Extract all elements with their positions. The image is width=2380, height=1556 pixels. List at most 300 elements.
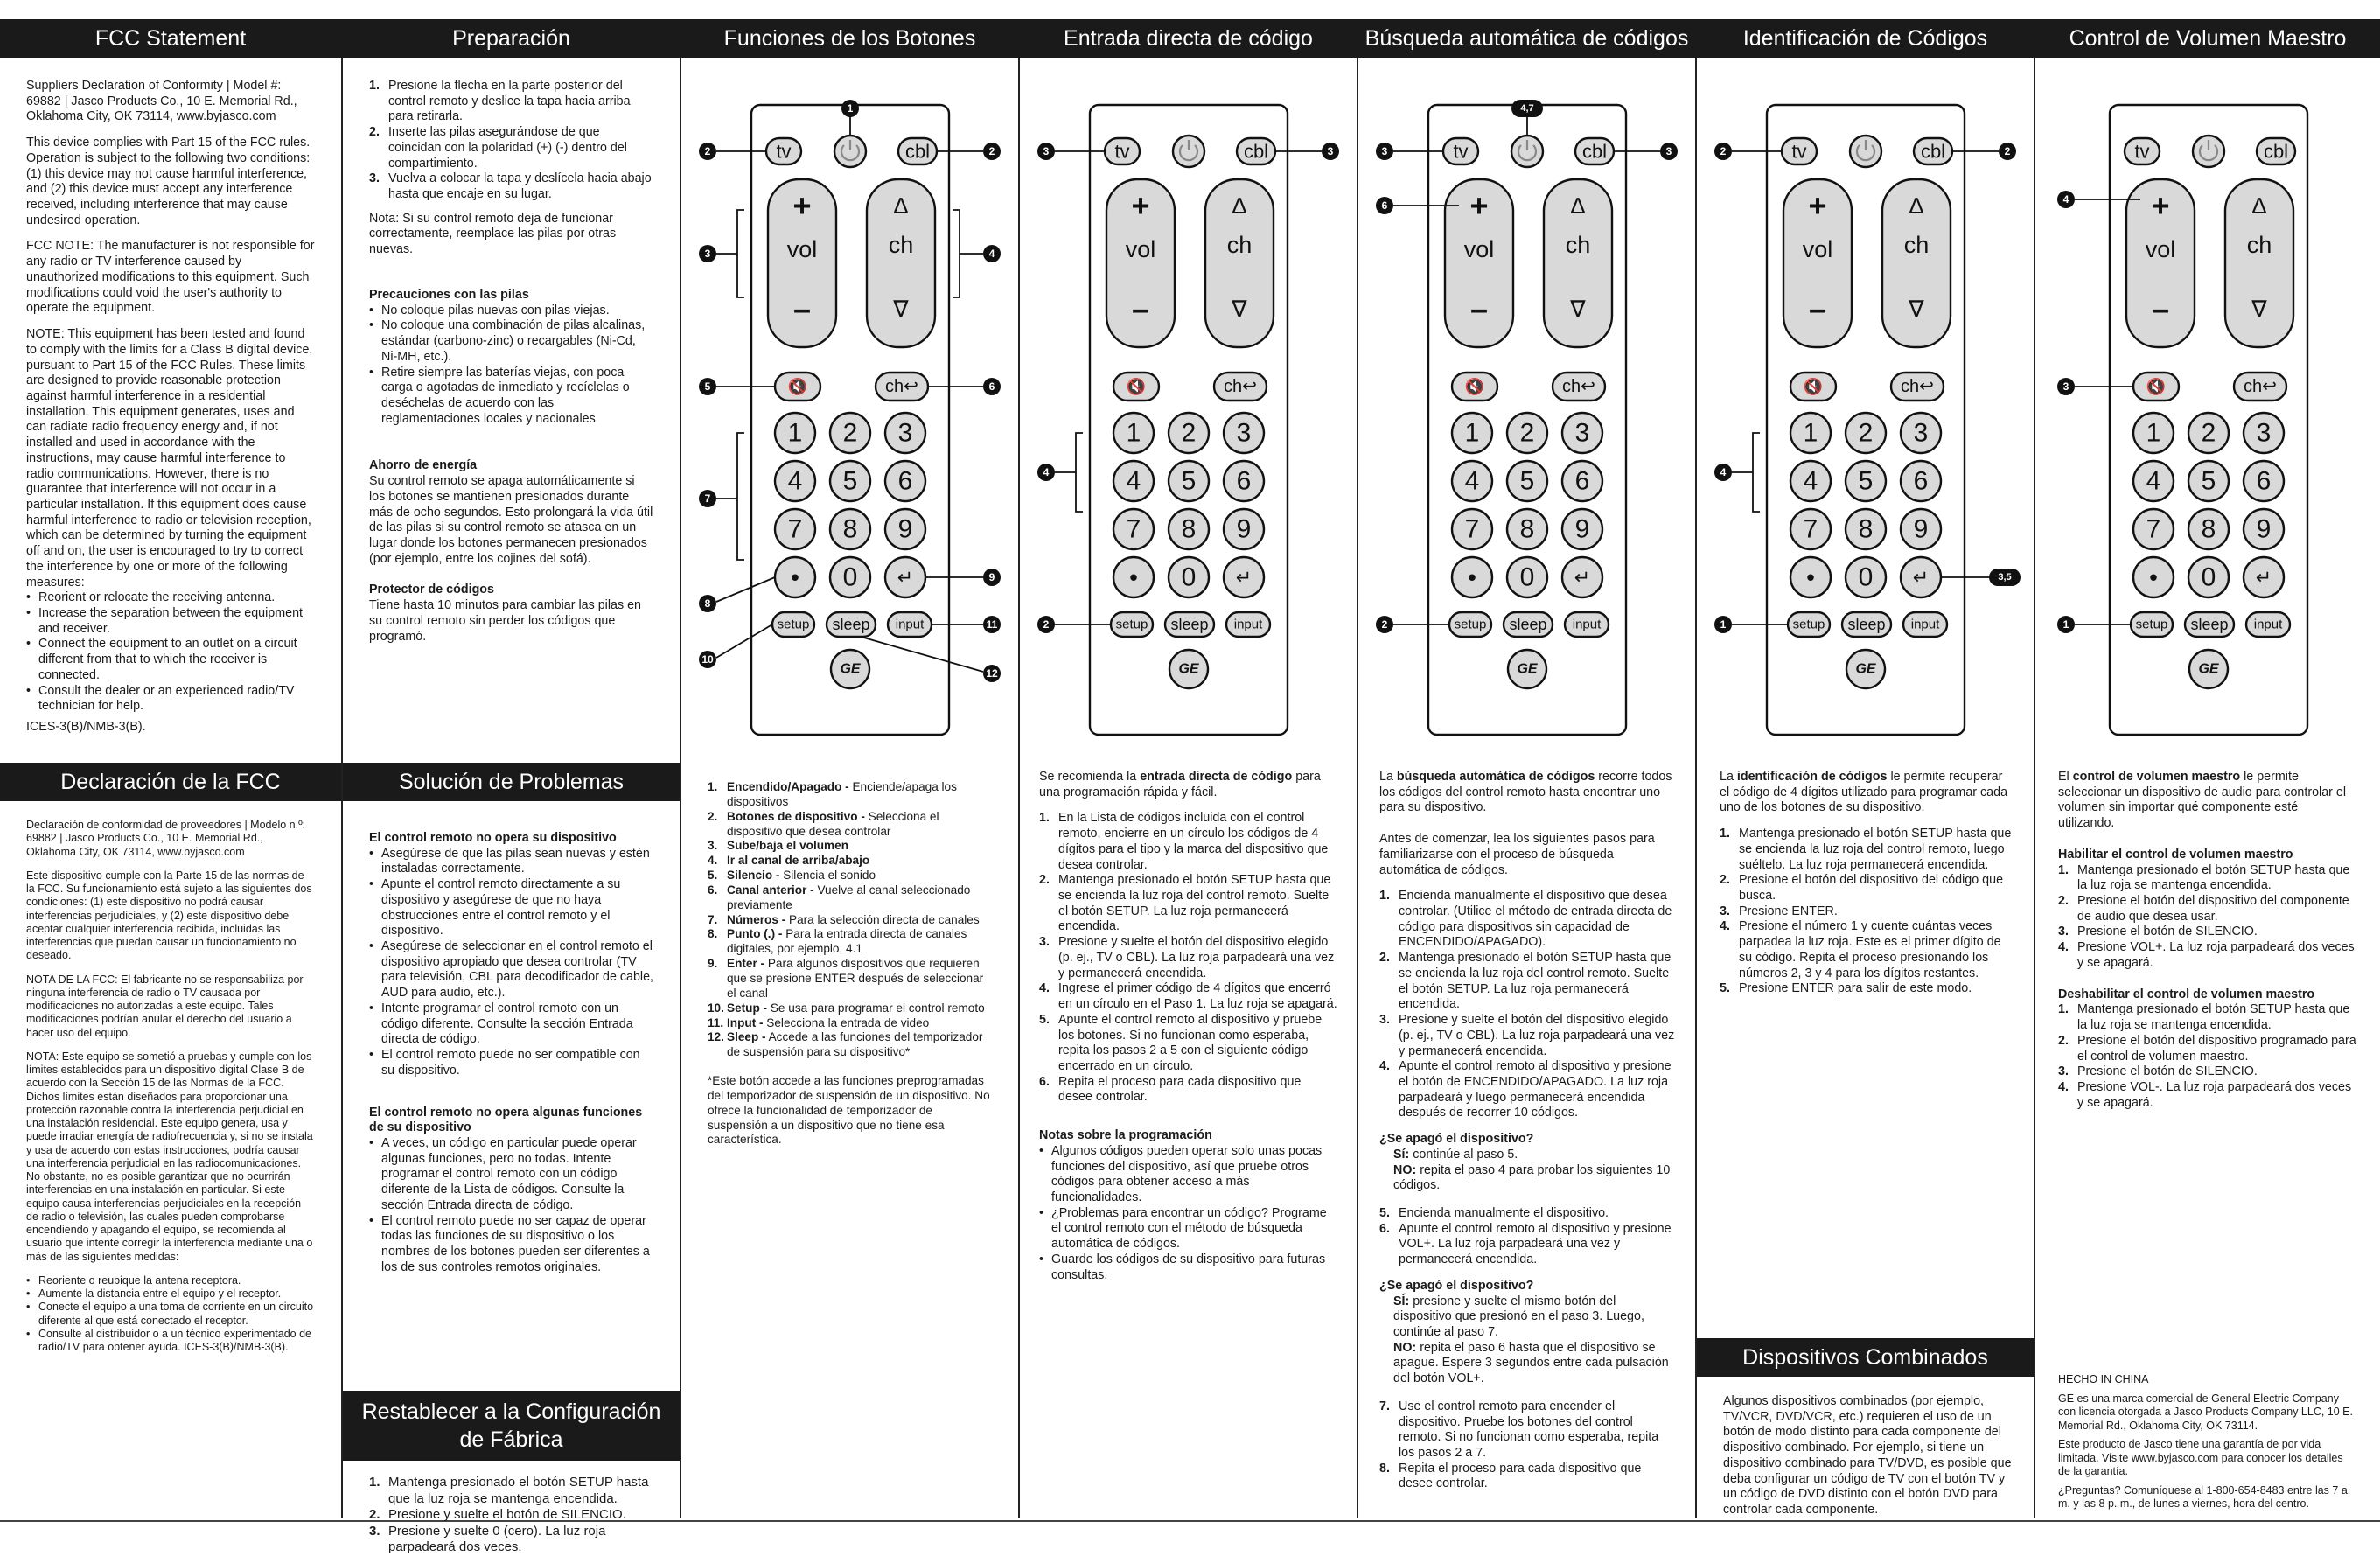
auto-answer-label: NO: [1393, 1162, 1417, 1177]
digit-label: 6 [2256, 466, 2271, 496]
callout-3-5 [1989, 569, 2021, 586]
master-remote-diagram [2035, 58, 2380, 770]
digit-label: 2 [2201, 418, 2216, 448]
input-label: input [2253, 617, 2282, 632]
direct-remote-diagram [1020, 58, 1357, 770]
enter-label: ↵ [897, 566, 914, 589]
digit-label: 5 [2201, 466, 2216, 496]
auto-answer: presione y suelte el mismo botón del dispositivo que presionó en el paso 3. Luego, continúe al paso 7. [1393, 1294, 1644, 1339]
callout-1 [841, 100, 859, 117]
auto-answer: continúe al paso 5. [1409, 1147, 1518, 1162]
digit-label: 3 [1913, 418, 1929, 448]
remote-svg [2040, 70, 2377, 761]
prep-battery-list [369, 304, 653, 428]
func-term: Sube/baja el volumen [727, 839, 848, 853]
remote-svg [1020, 70, 1357, 761]
decl-measure: • Aumente la distancia entre el equipo y el receptor. [26, 1287, 315, 1301]
zero-label: 0 [1858, 562, 1874, 592]
callout-6-text: 6 [1381, 199, 1388, 212]
digit-label: 3 [897, 418, 913, 448]
func-term: Punto (.) - [727, 927, 783, 941]
digit-label: 7 [1803, 514, 1818, 544]
master-intro: le permite seleccionar un dispositivo de audio para controlar el volumen sin importar qué componente esté utilizando. [2058, 770, 2347, 831]
fcc-measure: • Increase the separation between the equipment and receiver. [26, 606, 315, 637]
mute-icon: 🔇 [1464, 378, 1485, 395]
digit-label: 9 [1913, 514, 1929, 544]
callout-6 [983, 378, 1001, 395]
remote-svg [681, 70, 1018, 761]
callout-4 [1037, 464, 1055, 481]
func-term: Encendido/Apagado - [727, 780, 849, 793]
ch-label: ch [2246, 232, 2272, 258]
callout-leader [953, 210, 960, 297]
callout-leader [1076, 433, 1083, 512]
trouble-item: • Asegúrese de seleccionar en el control remoto el dispositivo apropiado que desea controlar (TV para televisión, CBL para decodificador de cable, AUD para audio, etc.). [369, 939, 653, 1001]
func-desc: Se usa para programar el control remoto [767, 1001, 985, 1015]
callout-2 [1037, 616, 1055, 633]
callout-12 [983, 665, 1001, 682]
decl-header: Declaración de la FCC [0, 763, 341, 801]
fcc-p1: Suppliers Declaration of Conformity | Model #: 69882 | Jasco Products Co., 10 E. Memorial Rd., Oklahoma City, OK 73114, www.byjasco.com [26, 79, 297, 124]
prep-code-heading: Protector de códigos [369, 583, 494, 597]
callout-2-text: 2 [1381, 618, 1388, 631]
decl-measure: • Consulte al distribuidor o a un técnico experimentado de radio/TV para obtener ayuda. ICES-3(B)/NMB-3(B). [26, 1328, 315, 1355]
trouble-item: • Intente programar el control remoto con un código diferente. Consulte la sección Entrada directa de código. [369, 1001, 653, 1048]
decl-measures [26, 1274, 315, 1355]
direct-text: Se recomienda la entrada directa de código para una programación rápida y fácil. 1. En la Lista de códigos incluida con el control remoto, encierre en un círculo los códigos de 4 dígitos para el tipo y la marca del dispositivo que desea controlar. 2. Mantenga presionado el botón SETUP hasta que se encienda la luz roja del control remoto. Suelte el botón SETUP. La luz roja permanecerá encendida. 3. Presione y suelte el botón del dispositivo elegido (p. ej., TV o CBL). La luz roja parpadeará una vez y permanecerá encendida. 4. Ingrese el primer código de 4 dígitos que encerró en un círculo en el Paso 1. La luz roja se apagará. 5. Apunte el control remoto al dispositivo y pruebe los botones. Si no funcionan como esperaba, repita los pasos 2 a 5 con el siguiente código encerrado en un círculo. 6. Repita el proceso para cada dispositivo que desee controlar. Notas sobre la programación • Algunos códigos pueden operar solo unas pocas funciones del dispositivo, así que pruebe otros códigos para obtener acceso a más funcionalidades. • ¿Problemas para encontrar un código? Programe el control remoto con el método de búsqueda automática de códigos. • Guarde los códigos de su dispositivo para futuras consultas. [1020, 770, 1357, 1283]
callout-2 [1714, 143, 1732, 160]
remote-body-group [1090, 105, 1288, 735]
digit-label: 6 [1913, 466, 1929, 496]
func-term: Ir al canal de arriba/abajo [727, 854, 870, 868]
callout-2-text: 2 [1720, 145, 1727, 157]
input-label: input [1233, 617, 1263, 632]
master-header: Control de Volumen Maestro [2069, 25, 2347, 51]
tv-label: tv [2133, 140, 2150, 163]
mute-icon: 🔇 [1803, 378, 1824, 395]
direct-note: • Guarde los códigos de su dispositivo para futuras consultas. [1039, 1252, 1337, 1283]
digit-label: 8 [1181, 514, 1197, 544]
vol-up-label: + [1808, 187, 1827, 224]
dot-label: • [1129, 563, 1138, 591]
fcc-measure: • Connect the equipment to an outlet on a circuit different from that to which the receiver is connected. [26, 637, 315, 683]
callout-3-text: 3 [704, 248, 711, 260]
callout-3 [1322, 143, 1339, 160]
callout-5 [699, 378, 716, 395]
trouble-item: • El control remoto puede no ser compatible con su dispositivo. [369, 1048, 653, 1078]
callout-8 [699, 595, 716, 612]
auto-answer: repita el paso 4 para probar los siguientes 10 códigos. [1393, 1162, 1671, 1193]
prev-ch-label: ch↩ [2243, 377, 2277, 396]
trouble-item: • Asegúrese de que las pilas sean nuevas y estén instaladas correctamente. [369, 847, 653, 877]
func-term: Botones de dispositivo - [727, 809, 865, 823]
remote-body-group [1428, 105, 1626, 735]
func-header: Funciones de los Botones [723, 25, 976, 51]
fcc-p4: NOTE: This equipment has been tested and found to comply with the limits for a Class B digital device, pursuant to Part 15 of the FCC Rules. These limits are designed to provide reasonable protection against harmful interference in a residential installation. This equipment generates, uses and can radiate radio frequency energy and, if not installed and used in accordance with the instructions, may cause harmful interference to radio communications. However, there is no guarantee that interference will not occur in a particular installation. If this equipment does cause harmful interference to radio or television reception, which can be determined by turning the equipment off and on, the user is encouraged to try to correct the interference by one or more of the following measures: [26, 327, 313, 590]
callout-1-text: 1 [2062, 618, 2069, 631]
callout-5-text: 5 [704, 380, 711, 393]
func-desc: Vuelve al canal seleccionado previamente [727, 883, 971, 911]
dot-label: • [791, 563, 799, 591]
decl-p4: NOTA: Este equipo se sometió a pruebas y cumple con los límites establecidos para un dispositivo digital Clase B de acuerdo con la Sección 15 de las Normas de la FCC. Dichos límites están diseñados para proporcionar una protección razonable contra la interferencia perjudicial en una instalación residencial. Este equipo genera, usa y puede irradiar energía de radiofrecuencia y, si no se instala y usa de acuerdo con estas instrucciones, podría causar una interferencia perjudicial en las radiocomunicaciones. No obstante, no es posible garantizar que no ocurrirán interferencias en una instalación en particular. Si este equipo causa interferencias perjudiciales en la recepción de radio o televisión, las cuales pueden comprobarse encendiendo y apagando el equipo, se recomienda al usuario que intente corregir la interferencia mediante una o más de las siguientes medidas: [26, 1050, 313, 1263]
ch-label: ch [1565, 232, 1591, 258]
direct-step: Mantenga presionado el botón SETUP hasta que se encienda la luz roja del control remoto. Suelte el botón SETUP. La luz roja permanecerá encendida. [1058, 873, 1331, 934]
reset-step: Presione y suelte 0 (cero). La luz roja parpadeará dos veces. [388, 1523, 606, 1555]
tv-label: tv [1453, 140, 1469, 163]
digit-label: 6 [1574, 466, 1590, 496]
digit-label: 2 [842, 418, 858, 448]
column-master [2035, 19, 2380, 1520]
prep-step: Presione la flecha en la parte posterior del control remoto y deslice la tapa hacia arriba para retirarla. [388, 79, 631, 124]
digit-label: 1 [2146, 418, 2160, 448]
column-prep [343, 19, 680, 1555]
callout-1 [2057, 616, 2075, 633]
dot-label: • [1468, 563, 1476, 591]
made-in: HECHO IN CHINA [2058, 1373, 2149, 1385]
input-label: input [1910, 617, 1940, 632]
vol-label: vol [1463, 236, 1495, 262]
column-direct [1020, 19, 1357, 1520]
ch-down-label: ∇ [1570, 296, 1586, 322]
callout-2 [699, 143, 716, 160]
direct-step: Presione y suelte el botón del dispositivo elegido (p. ej., TV o CBL). La luz roja parpadeará una vez y permanecerá encendida. [1058, 935, 1335, 980]
direct-notes-heading: Notas sobre la programación [1039, 1128, 1212, 1143]
prep-steps: 1. Presione la flecha en la parte posterior del control remoto y deslice la tapa hacia arriba para retirarla. 2. Inserte las pilas asegurándose de que coincidan con la polaridad (+) (-) dentro del compartimiento. 3. Vuelva a colocar la tapa y deslícela hacia abajo hasta que encaje en su lugar. [369, 79, 652, 202]
callout-2 [1376, 616, 1393, 633]
func-term: Números - [727, 912, 786, 926]
func-term: Canal anterior - [727, 883, 814, 897]
auto-answer-label: NO: [1393, 1340, 1417, 1355]
auto-question: ¿Se apagó el dispositivo? [1379, 1132, 1534, 1147]
callout-2 [1999, 143, 2016, 160]
callout-11-text: 11 [986, 618, 998, 631]
ident-step: Presione el botón del dispositivo del código que busca. [1739, 873, 2004, 904]
enter-label: ↵ [1574, 566, 1591, 589]
vol-label: vol [1802, 236, 1833, 262]
callout-leader [737, 433, 744, 560]
digit-label: 1 [1126, 418, 1141, 448]
direct-intro: Se recomienda la [1039, 770, 1141, 784]
digit-label: 9 [897, 514, 913, 544]
column-fcc [0, 19, 341, 1520]
callout-12-text: 12 [986, 667, 998, 680]
zero-label: 0 [842, 562, 858, 592]
callout-3 [2057, 378, 2075, 395]
ch-down-label: ∇ [1232, 296, 1247, 322]
ch-label: ch [1226, 232, 1253, 258]
func-desc: Silencia el sonido [779, 869, 876, 883]
digit-label: 3 [2256, 418, 2271, 448]
callout-6-text: 6 [988, 380, 995, 393]
digit-label: 8 [842, 514, 858, 544]
direct-note: • ¿Problemas para encontrar un código? Programe el control remoto con el método de búsqueda automática de códigos. [1039, 1206, 1337, 1252]
fcc-measure: • Reorient or relocate the receiving antenna. [26, 590, 315, 606]
trouble-item: • A veces, un código en particular puede operar algunas funciones, pero no todas. Intente programar el control remoto con un código diferente de la Lista de códigos. Consulte la sección Entrada directa de código. [369, 1136, 653, 1214]
callout-10-text: 10 [701, 653, 714, 666]
direct-intro: para una programación rápida y fácil. [1039, 770, 1321, 799]
vol-label: vol [1125, 236, 1156, 262]
prep-text [343, 58, 680, 763]
ge-logo-text: GE [1178, 661, 1199, 677]
prep-code-text: Tiene hasta 10 minutos para cambiar las pilas en su control remoto sin perder los códigos que programó. [369, 598, 641, 644]
callout-1-text: 1 [1720, 618, 1727, 631]
callout-3-5-text: 3,5 [1998, 572, 2012, 583]
prep-caution: • Retire siempre las baterías viejas, con poca carga o agotadas de inmediato y recíclelas o deséchelas de acuerdo con las reglamentaciones locales y nacionales [369, 366, 653, 428]
trouble-list-2 [369, 1136, 653, 1275]
digit-label: 6 [1236, 466, 1252, 496]
ch-label: ch [1903, 232, 1930, 258]
master-text: El control de volumen maestro le permite seleccionar un dispositivo de audio para controlar el volumen sin importar qué componente esté utilizando. Habilitar el control de volumen maestro 1. Mantenga presionado el botón SETUP hasta que la luz roja se mantenga encendida. 2. Presione el botón del dispositivo del componente de audio que desea usar. 3. Presione el botón de SILENCIO. 4. Presione VOL+. La luz roja parpadeará dos veces y se apagará. Deshabilitar el control de volumen maestro 1. Mantenga presionado el botón SETUP hasta que la luz roja se mantenga encendida. 2. Presione el botón del dispositivo programado para el control de volumen maestro. 3. Presione el botón de SILENCIO. 4. Presione VOL-. La luz roja parpadeará dos veces y se apagará. [2058, 770, 2356, 1110]
vol-down-label: – [1469, 290, 1489, 327]
callout-2-text: 2 [988, 145, 995, 157]
enter-label: ↵ [2255, 566, 2272, 589]
digit-label: 3 [1574, 418, 1590, 448]
ident-step: Presione el número 1 y cuente cuántas veces parpadea la luz roja. Este es el primer dígito de su código. Repita el proceso presionando los números 2, 3 y 4 para los dígitos restantes. [1739, 919, 2001, 980]
prep-energy-text: Su control remoto se apaga automáticamente si los botones se mantienen presionados durante más de ocho segundos. Esto prolongará la vida útil de las pilas si su control remoto se atasca en un lugar donde los botones permanecen presionados (por ejemplo, entre los cojines del sofá). [369, 474, 653, 566]
auto-step: Repita el proceso para cada dispositivo que desee controlar. [1399, 1461, 1642, 1491]
master-step: Presione el botón del dispositivo del componente de audio que desea usar. [2077, 894, 2349, 924]
master-disable-heading: Deshabilitar el control de volumen maestro [2058, 987, 2315, 1001]
func-footnote: *Este botón accede a las funciones preprogramadas del temporizador de suspensión de un dispositivo. No ofrece la funcionalidad de temporizador de suspensión a un dispositivo que no tiene esa característica. [708, 1074, 990, 1147]
combo-paragraph: Algunos dispositivos combinados (por ejemplo, TV/VCR, DVD/VCR, etc.) requieren el uso de un botón de modo distinto para cada componente del dispositivo combinado. Por ejemplo, si tiene un dispositivo combinado para TV/DVD, es posible que deba configurar un código de TV con el botón TV y un código de DVD distinto con el botón DVD para controlar cada componente. [1723, 1394, 2012, 1518]
fcc-ices: ICES-3(B)/NMB-3(B). [26, 720, 146, 735]
auto-p2: Antes de comenzar, lea los siguientes pasos para familiarizarse con el proceso de búsqueda automática de códigos. [1379, 832, 1655, 877]
remote-svg [1697, 70, 2034, 761]
callout-3 [1037, 143, 1055, 160]
decl-measure: • Reoriente o reubique la antena receptora. [26, 1274, 315, 1287]
func-list: 1. Encendido/Apagado - Enciende/apaga los dispositivos 2. Botones de dispositivo - Selecciona el dispositivo que desea controlar 3. Sube/baja el volumen 4. Ir al canal de arriba/abajo 5. Silencio - Silencia el sonido 6. Canal anterior - Vuelve al canal seleccionado previamente 7. Números - Para la selección directa de canales 8. Punto (.) - Para la entrada directa de canales digitales, por ejemplo, 4.1 9. Enter - Para algunos dispositivos que requieren que se presione ENTER después de seleccionar el canal 10. Setup - Se usa para programar el control remoto 11. Input - Selecciona la entrada de video 12. Sleep - Accede a las funciones del temporizador de suspensión para su dispositivo* *Este botón accede a las funciones preprogramadas del temporizador de suspensión de un dispositivo. No ofrece la funcionalidad de temporizador de suspensión a un dispositivo que no tiene esa característica. [681, 780, 1018, 1148]
direct-note: • Algunos códigos pueden operar solo unas pocas funciones del dispositivo, así que pruebe otros códigos para obtener acceso a más funcionalidades. [1039, 1144, 1337, 1206]
digit-label: 9 [1236, 514, 1252, 544]
ident-step: Presione ENTER para salir de este modo. [1739, 981, 1972, 996]
trouble-heading-2: El control remoto no opera algunas funciones de su dispositivo [369, 1105, 643, 1135]
callout-4-text: 4 [1720, 466, 1727, 478]
prep-battery-heading: Precauciones con las pilas [369, 287, 529, 302]
enter-label: ↵ [1235, 566, 1253, 589]
digit-label: 7 [787, 514, 803, 544]
digit-label: 1 [1803, 418, 1818, 448]
auto-step: Presione y suelte el botón del dispositivo elegido (p. ej., TV o CBL). La luz roja parpadeará una vez y permanecerá encendida. [1399, 1013, 1675, 1058]
tv-label: tv [1791, 140, 1807, 163]
direct-step: Apunte el control remoto al dispositivo y pruebe los botones. Si no funcionan como esperaba, repita los pasos 2 a 5 con el siguiente código encerrado en un círculo. [1058, 1012, 1323, 1073]
dot-label: • [2148, 563, 2158, 591]
digit-label: 3 [1236, 418, 1252, 448]
auto-step: Mantenga presionado el botón SETUP hasta que se encienda la luz roja del control remoto. Suelte el botón SETUP. La luz roja permanecerá encendida. [1399, 951, 1672, 1012]
digit-label: 5 [842, 466, 858, 496]
callout-4-7 [1511, 100, 1543, 117]
master-step: Presione el botón de SILENCIO. [2077, 925, 2258, 939]
reset-header: Restablecer a la Configuración de Fábrica [343, 1391, 680, 1461]
master-step: Mantenga presionado el botón SETUP hasta que la luz roja se mantenga encendida. [2077, 862, 2350, 893]
fcc-p2: This device complies with Part 15 of the FCC rules. Operation is subject to the following two conditions: (1) this device may not cause harmful interference, and (2) this device must accept any interference received, including interference that may cause undesired operation. [26, 136, 311, 227]
zero-label: 0 [1519, 562, 1535, 592]
callout-3-text: 3 [2062, 380, 2069, 393]
callout-9 [983, 569, 1001, 586]
master-enable-heading: Habilitar el control de volumen maestro [2058, 847, 2293, 862]
ident-intro: La [1720, 770, 1737, 784]
callout-2 [983, 143, 1001, 160]
master-step: Presione VOL+. La luz roja parpadeará dos veces y se apagará. [2077, 940, 2355, 970]
column-functions [681, 19, 1018, 1520]
ch-label: ch [888, 232, 914, 258]
vol-label: vol [2145, 236, 2175, 262]
callout-4-text: 4 [2062, 193, 2069, 206]
reset-text [343, 1461, 680, 1556]
auto-header: Búsqueda automática de códigos [1364, 25, 1689, 51]
column-auto [1358, 19, 1695, 1520]
vol-down-label: – [792, 290, 812, 327]
prep-energy-heading: Ahorro de energía [369, 458, 478, 473]
master-intro: El [2058, 770, 2073, 784]
direct-intro-bold: entrada directa de código [1140, 770, 1293, 784]
callout-4-text: 4 [988, 248, 995, 260]
callout-3-text: 3 [1043, 145, 1050, 157]
digit-label: 8 [1519, 514, 1535, 544]
enter-label: ↵ [1912, 566, 1930, 589]
cbl-label: cbl [1920, 140, 1946, 163]
ge-logo-text: GE [2197, 661, 2219, 677]
cbl-label: cbl [904, 140, 931, 163]
master-step: Presione VOL-. La luz roja parpadeará dos veces y se apagará. [2077, 1079, 2352, 1110]
ge-logo-text: GE [840, 661, 861, 677]
callout-3-text: 3 [1381, 145, 1388, 157]
callout-6 [1376, 197, 1393, 214]
mute-icon: 🔇 [787, 378, 808, 395]
ch-up-label: ∆ [2251, 192, 2266, 219]
mute-icon: 🔇 [1126, 378, 1147, 395]
digit-label: 4 [2146, 466, 2160, 496]
auto-intro: recorre todos los códigos del control remoto hasta encontrar uno para su dispositivo. [1379, 770, 1672, 815]
remote-svg [1358, 70, 1695, 761]
reset-steps: 1. Mantenga presionado el botón SETUP hasta que la luz roja se mantenga encendida. 2. Presione y suelte el botón de SILENCIO. 3. Presione y suelte 0 (cero). La luz roja parpadeará dos veces. [369, 1475, 649, 1555]
digit-label: 7 [1464, 514, 1480, 544]
func-term: Sleep - [727, 1030, 766, 1044]
ch-down-label: ∇ [1909, 296, 1924, 322]
ge-logo-text: GE [1517, 661, 1538, 677]
trouble-heading-1: El control remoto no opera su dispositivo [369, 831, 617, 845]
master-step: Presione el botón del dispositivo programado para el control de volumen maestro. [2077, 1033, 2356, 1064]
tv-label: tv [776, 140, 792, 163]
func-term: Input - [727, 1015, 764, 1029]
input-label: input [895, 617, 925, 632]
digit-label: 9 [2256, 514, 2271, 544]
master-footer [2035, 1373, 2380, 1511]
fcc-measure: • Consult the dealer or an experienced radio/TV technician for help. [26, 684, 315, 715]
callout-7 [699, 490, 716, 507]
auto-answer: repita el paso 6 hasta que el dispositivo se apague. Espere 3 segundos entre cada pulsación del botón VOL+. [1393, 1340, 1669, 1386]
master-step: Mantenga presionado el botón SETUP hasta que la luz roja se mantenga encendida. [2077, 1002, 2350, 1033]
sleep-label: sleep [1847, 616, 1886, 633]
direct-step: En la Lista de códigos incluida con el control remoto, encierre en un círculo los códigos de 4 dígitos para el tipo y la marca del dispositivo que desea controlar. [1058, 811, 1329, 872]
setup-label: setup [2135, 617, 2167, 632]
callout-3 [699, 245, 716, 262]
sleep-label: sleep [832, 616, 870, 633]
func-desc: Para la selección directa de canales [785, 912, 980, 926]
callout-leader [737, 210, 744, 297]
vol-up-label: + [1131, 187, 1150, 224]
func-desc: Para algunos dispositivos que requieren que se presione ENTER después de seleccionar el canal [727, 957, 984, 1000]
callout-1-text: 1 [847, 102, 854, 115]
prev-ch-label: ch↩ [1901, 377, 1934, 396]
master-step: Presione el botón de SILENCIO. [2077, 1064, 2258, 1079]
ident-remote-diagram [1697, 58, 2034, 770]
remote-body-group [1767, 105, 1965, 735]
auto-answer-label: SÍ: [1393, 1294, 1410, 1308]
trouble-item: • El control remoto puede no ser capaz de operar todas las funciones de su dispositivo o los nombres de los botones pueden ser diferentes a los de sus controles remotos originales. [369, 1214, 653, 1276]
callout-11 [983, 616, 1001, 633]
callout-2-text: 2 [704, 145, 711, 157]
callout-4-7-text: 4,7 [1520, 103, 1534, 114]
setup-label: setup [1792, 617, 1825, 632]
trouble-item: • Apunte el control remoto directamente a su dispositivo y asegúrese de que no haya obstrucciones entre el control remoto y el dispositivo. [369, 877, 653, 939]
auto-step: Encienda manualmente el dispositivo que desea controlar. (Utilice el método de entrada directa de código para dispositivos sin capacidad de ENCENDIDO/APAGADO). [1399, 889, 1672, 950]
callout-4 [1714, 464, 1732, 481]
digit-label: 5 [1519, 466, 1535, 496]
vol-up-label: + [2150, 187, 2170, 224]
setup-label: setup [1115, 617, 1148, 632]
ident-step: Presione ENTER. [1739, 904, 1838, 918]
combo-header: Dispositivos Combinados [1697, 1338, 2034, 1377]
tv-label: tv [1114, 140, 1130, 163]
decl-p2: Este dispositivo cumple con la Parte 15 de las normas de la FCC. Su funcionamiento está sujeto a las siguientes dos condiciones: (1) este dispositivo no podrá causar interferencias perjudiciales, y (2) este dispositivo debe aceptar cualquier interferencia recibida, incluidas las interferencias que puedan causar un funcionamiento no deseado. [26, 869, 312, 962]
trademark-note: GE es una marca comercial de General Electric Company con licencia otorgada a Jasco Products Company LLC, 10 E. Memorial Rd., Oklahoma City, OK 73114. [2058, 1392, 2353, 1432]
callout-3-text: 3 [1327, 145, 1334, 157]
ch-up-label: ∆ [1909, 192, 1923, 219]
reset-step: Presione y suelte el botón de SILENCIO. [388, 1507, 626, 1523]
callout-leader [1753, 433, 1760, 512]
combo-text [1697, 1377, 2034, 1518]
dot-label: • [1806, 563, 1815, 591]
fcc-measures [26, 590, 315, 715]
ch-up-label: ∆ [1232, 192, 1246, 219]
func-desc: Selecciona el dispositivo que desea controlar [727, 809, 939, 838]
ch-up-label: ∆ [894, 192, 908, 219]
digit-label: 6 [897, 466, 913, 496]
fcc-p3: FCC NOTE: The manufacturer is not responsible for any radio or TV interference caused by unauthorized modifications to this equipment. Such modifications could void the user's authority to operate the equipment. [26, 239, 315, 316]
auto-answer-label: Sí: [1393, 1147, 1410, 1162]
direct-step: Ingrese el primer código de 4 dígitos que encerró en un círculo en el Paso 1. La luz roja se apagará. [1058, 981, 1337, 1012]
callout-10 [699, 651, 716, 668]
decl-measure: • Conecte el equipo a una toma de corriente en un circuito diferente al que está conectado el receptor. [26, 1301, 315, 1328]
trouble-text [343, 801, 680, 1391]
cbl-label: cbl [2263, 140, 2288, 163]
auto-step: Apunte el control remoto al dispositivo y presione el botón de ENCENDIDO/APAGADO. La luz roja parpadeará y luego permanecerá encendida después de recorrer 10 códigos. [1399, 1059, 1672, 1120]
warranty-note: Este producto de Jasco tiene una garantía de por vida limitada. Visite www.byjasco.com para conocer los detalles de la garantía. [2058, 1438, 2343, 1477]
func-desc: Accede a las funciones del temporizador de suspensión para su dispositivo* [727, 1030, 983, 1059]
prep-step: Vuelva a colocar la tapa y deslícela hacia abajo hasta que encaje en su lugar. [388, 171, 652, 202]
ident-intro-bold: identificación de códigos [1736, 770, 1888, 784]
func-desc: Enciende/apaga los dispositivos [727, 780, 957, 808]
ge-logo-text: GE [1855, 661, 1876, 677]
prev-ch-label: ch↩ [1224, 377, 1257, 396]
digit-label: 4 [1803, 466, 1818, 496]
auto-step: Use el control remoto para encender el dispositivo. Pruebe los botones del control remoto. Si no funcionan como esperaba, repita los pasos 2 a 7. [1399, 1399, 1659, 1461]
func-term: Setup - [727, 1001, 768, 1015]
sleep-label: sleep [2189, 616, 2229, 633]
digit-label: 9 [1574, 514, 1590, 544]
callout-9-text: 9 [988, 571, 995, 583]
prep-caution: • No coloque pilas nuevas con pilas viejas. [369, 304, 653, 319]
digit-label: 7 [2146, 514, 2160, 544]
contact-note: ¿Preguntas? Comuníquese al 1-800-654-8483 entre las 7 a. m. y las 8 p. m., de lunes a viernes, hora del centro. [2058, 1483, 2351, 1510]
auto-question: ¿Se apagó el dispositivo? [1379, 1278, 1534, 1293]
func-term: Silencio - [727, 869, 780, 883]
vol-label: vol [786, 236, 818, 262]
callout-1 [1714, 616, 1732, 633]
digit-label: 7 [1126, 514, 1141, 544]
zero-label: 0 [1181, 562, 1197, 592]
master-intro-bold: control de volumen maestro [2072, 770, 2241, 784]
